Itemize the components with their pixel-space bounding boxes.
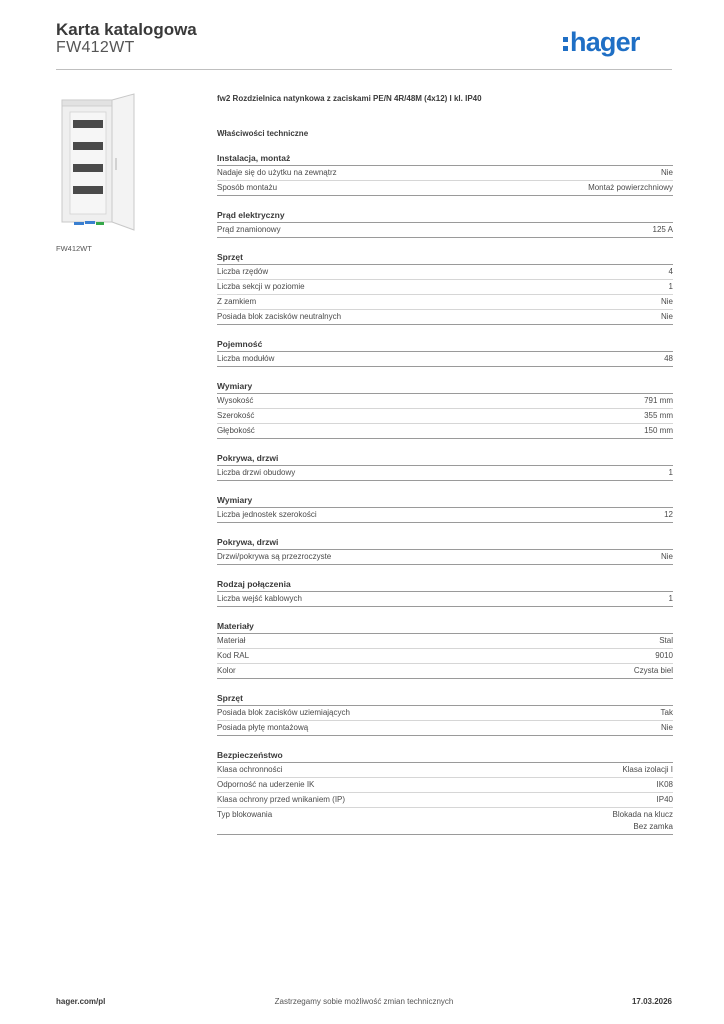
spec-value: 355 mm — [644, 411, 673, 420]
spec-value: Montaż powierzchniowy — [588, 183, 673, 192]
spec-row — [217, 808, 673, 835]
footer-website[interactable]: hager.com/pl — [56, 997, 106, 1006]
spec-value: Stal — [659, 636, 673, 645]
spec-row — [217, 409, 673, 424]
spec-value: 48 — [664, 354, 673, 363]
hager-logo — [563, 27, 640, 57]
spec-group-title: Pokrywa, drzwi — [217, 452, 673, 466]
spec-label: Posiada płytę montażową — [217, 723, 309, 732]
spec-label: Głębokość — [217, 426, 255, 435]
spec-row — [217, 778, 673, 793]
spec-value: 1 — [668, 282, 673, 291]
spec-label: Nadaje się do użytku na zewnątrz — [217, 168, 337, 177]
spec-group — [217, 620, 673, 679]
spec-value: Nie — [660, 297, 673, 306]
spec-row — [217, 466, 673, 481]
spec-group-title: Pokrywa, drzwi — [217, 536, 673, 550]
logo-dots-icon — [563, 37, 568, 51]
spec-label: Liczba modułów — [217, 354, 275, 363]
spec-row — [217, 295, 673, 310]
spec-value: Blokada na klucz Bez zamka — [612, 810, 673, 831]
spec-label: Prąd znamionowy — [217, 225, 281, 234]
spec-group-title: Pojemność — [217, 338, 673, 352]
spec-row — [217, 181, 673, 196]
spec-label: Z zamkiem — [217, 297, 257, 306]
spec-groups — [217, 152, 673, 835]
spec-group-title: Wymiary — [217, 380, 673, 394]
spec-label: Drzwi/pokrywa są przezroczyste — [217, 552, 332, 561]
spec-row — [217, 265, 673, 280]
spec-label: Liczba wejść kablowych — [217, 594, 302, 603]
spec-group — [217, 692, 673, 736]
spec-label: Posiada blok zacisków uziemiających — [217, 708, 350, 717]
spec-row — [217, 352, 673, 367]
footer-disclaimer: Zastrzegamy sobie możliwość zmian technicznych — [274, 997, 454, 1006]
spec-row — [217, 394, 673, 409]
distribution-board-image — [56, 90, 202, 236]
spec-value: IP40 — [656, 795, 673, 804]
spec-label: Sposób montażu — [217, 183, 278, 192]
spec-content — [217, 94, 673, 848]
spec-group-title: Sprzęt — [217, 251, 673, 265]
spec-value: 791 mm — [644, 396, 673, 405]
spec-group-title: Instalacja, montaż — [217, 152, 673, 166]
spec-group — [217, 209, 673, 238]
logo-text: hager — [570, 27, 640, 57]
spec-row — [217, 223, 673, 238]
spec-row — [217, 763, 673, 778]
spec-row — [217, 793, 673, 808]
spec-label: Klasa ochronności — [217, 765, 283, 774]
section-heading: Właściwości techniczne — [217, 129, 309, 138]
spec-value: Nie — [660, 723, 673, 732]
spec-label: Kolor — [217, 666, 236, 675]
spec-group-title: Sprzęt — [217, 692, 673, 706]
spec-value: 1 — [668, 468, 673, 477]
spec-group — [217, 536, 673, 565]
spec-group-title: Wymiary — [217, 494, 673, 508]
spec-row — [217, 664, 673, 679]
spec-row — [217, 280, 673, 295]
spec-label: Materiał — [217, 636, 246, 645]
product-description: fw2 Rozdzielnica natynkowa z zaciskami PE/N 4R/48M (4x12) I kl. IP40 — [217, 94, 482, 103]
spec-group — [217, 338, 673, 367]
spec-label: Posiada blok zacisków neutralnych — [217, 312, 342, 321]
spec-label: Szerokość — [217, 411, 255, 420]
spec-value: 9010 — [655, 651, 673, 660]
spec-value: 1 — [668, 594, 673, 603]
doc-title: Karta katalogowa — [56, 20, 197, 39]
spec-group-title: Bezpieczeństwo — [217, 749, 673, 763]
spec-value: 4 — [668, 267, 673, 276]
spec-group — [217, 749, 673, 835]
spec-group — [217, 578, 673, 607]
spec-row — [217, 592, 673, 607]
spec-value: Czysta biel — [633, 666, 673, 675]
spec-label: Klasa ochrony przed wnikaniem (IP) — [217, 795, 346, 804]
doc-subtitle: FW412WT — [56, 39, 135, 56]
spec-label: Typ blokowania — [217, 810, 273, 819]
spec-row — [217, 550, 673, 565]
spec-group — [217, 452, 673, 481]
spec-label: Liczba sekcji w poziomie — [217, 282, 305, 291]
spec-value: Tak — [660, 708, 673, 717]
spec-value: 150 mm — [644, 426, 673, 435]
header-divider — [56, 69, 672, 70]
spec-row — [217, 424, 673, 439]
spec-value: Nie — [660, 552, 673, 561]
image-caption: FW412WT — [56, 244, 92, 253]
spec-group — [217, 251, 673, 325]
spec-row — [217, 166, 673, 181]
spec-label: Liczba jednostek szerokości — [217, 510, 317, 519]
spec-row — [217, 634, 673, 649]
spec-group — [217, 152, 673, 196]
spec-row — [217, 508, 673, 523]
footer-date: 17.03.2026 — [631, 997, 672, 1006]
spec-label: Wysokość — [217, 396, 254, 405]
spec-label: Odporność na uderzenie IK — [217, 780, 315, 789]
spec-label: Liczba rzędów — [217, 267, 269, 276]
spec-value: 12 — [664, 510, 673, 519]
spec-group — [217, 380, 673, 439]
spec-label: Liczba drzwi obudowy — [217, 468, 296, 477]
spec-row — [217, 649, 673, 664]
spec-group-title: Rodzaj połączenia — [217, 578, 673, 592]
spec-value: Klasa izolacji I — [622, 765, 673, 774]
spec-value: IK08 — [656, 780, 673, 789]
spec-row — [217, 310, 673, 325]
spec-group-title: Prąd elektryczny — [217, 209, 673, 223]
spec-value: Nie — [660, 312, 673, 321]
spec-group-title: Materiały — [217, 620, 673, 634]
spec-row — [217, 706, 673, 721]
spec-row — [217, 721, 673, 736]
spec-value: Nie — [660, 168, 673, 177]
spec-value: 125 A — [652, 225, 673, 234]
spec-label: Kod RAL — [217, 651, 250, 660]
spec-group — [217, 494, 673, 523]
